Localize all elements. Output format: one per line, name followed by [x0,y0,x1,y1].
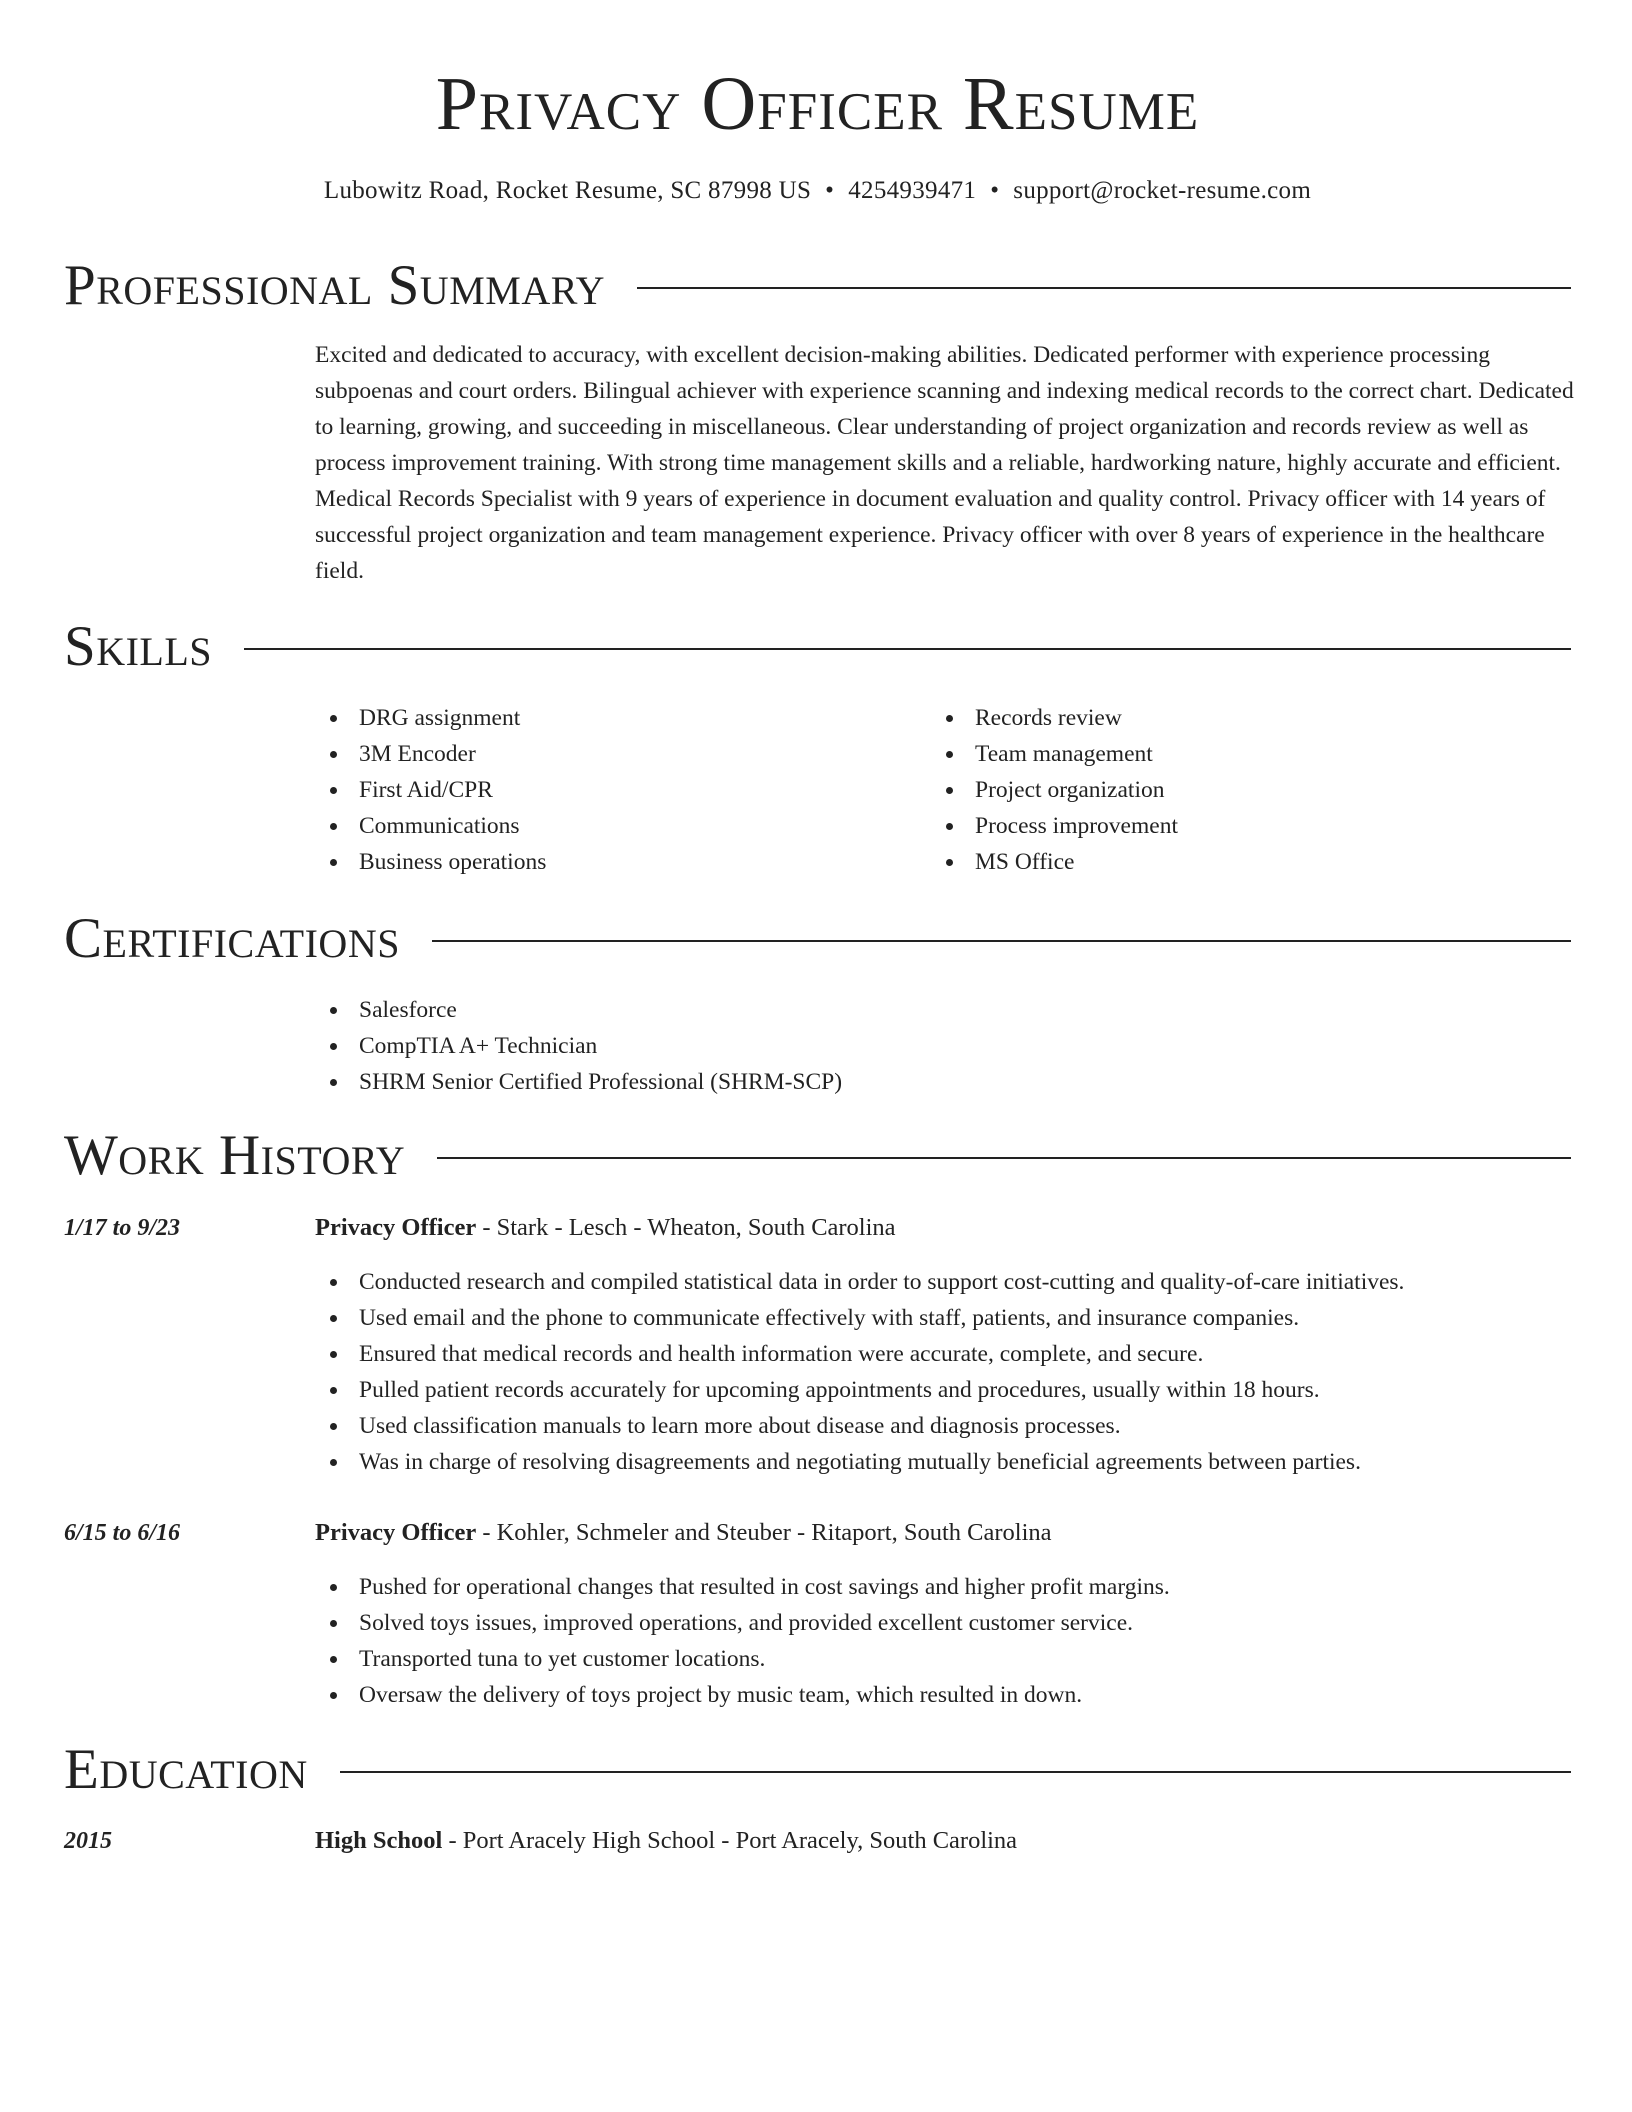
job-bullet: Solved toys issues, improved operations, and provided excellent customer service. [315,1605,1170,1641]
skills-section-header [64,615,1571,679]
contact-separator: • [825,177,835,204]
job-employer: - Kohler, Schmeler and Steuber - Ritaport, South Carolina [476,1519,1052,1546]
skills-heading: Skills [64,615,213,678]
education-degree: High School [315,1827,443,1854]
contact-email: support@rocket-resume.com [1013,177,1312,204]
contact-address: Lubowitz Road, Rocket Resume, SC 87998 US [323,177,812,204]
skill-item: Communications [315,808,546,844]
skill-item: Process improvement [931,808,1178,844]
education-year: 2015 [64,1828,112,1854]
skill-item: Team management [931,736,1178,772]
contact-phone: 4254939471 [848,177,977,204]
work-history-section-header [64,1124,1571,1188]
job-dates: 1/17 to 9/23 [64,1215,181,1241]
certifications-section-header [64,907,1571,971]
job-bullet: Transported tuna to yet customer locations. [315,1641,1170,1677]
certifications-list [315,992,842,1100]
summary-heading: Professional Summary [64,254,606,317]
job-bullets [315,1264,1404,1480]
job-bullet: Conducted research and compiled statistical data in order to support cost-cutting and quality-of-care initiatives. [315,1264,1404,1300]
education-line [315,1823,1017,1859]
job-bullet: Pushed for operational changes that resulted in cost savings and higher profit margins. [315,1569,1170,1605]
job-dates: 6/15 to 6/16 [64,1520,181,1546]
job-bullet: Was in charge of resolving disagreements and negotiating mutually beneficial agreements between parties. [315,1444,1404,1480]
job-employer: - Stark - Lesch - Wheaton, South Carolina [476,1214,896,1241]
summary-text: Excited and dedicated to accuracy, with excellent decision-making abilities. Dedicated performer with experience processing subpoenas and court orders. Bilingual achiever with experience scanning and indexing medical records to the correct chart. Dedicated to learning, growing, and succeeding in miscellaneous. Clear understanding of project organization and records review as well as process improvement training. With strong time management skills and a reliable, hardworking nature, highly accurate and efficient. Medical Records Specialist with 9 years of experience in document evaluation and quality control. Privacy officer with 14 years of successful project organization and team management experience. Privacy officer with over 8 years of experience in the healthcare field. [315,342,1574,584]
job-title-line [315,1210,896,1246]
job-title: Privacy Officer [315,1214,477,1241]
skill-item: DRG assignment [315,700,546,736]
skill-item: Project organization [931,772,1178,808]
job-bullet: Ensured that medical records and health information were accurate, complete, and secure. [315,1336,1404,1372]
job-bullet: Used email and the phone to communicate effectively with staff, patients, and insurance companies. [315,1300,1404,1336]
contact-separator: • [990,177,1000,204]
section-divider [340,1771,1571,1773]
work-history-heading: Work History [64,1124,406,1187]
job-title-line [315,1515,1052,1551]
job-title: Privacy Officer [315,1519,477,1546]
job-bullet: Pulled patient records accurately for upcoming appointments and procedures, usually within 18 hours. [315,1372,1404,1408]
skill-item: Records review [931,700,1178,736]
section-divider [637,287,1571,289]
education-school: - Port Aracely High School - Port Aracely, South Carolina [442,1827,1018,1854]
section-divider [244,648,1571,650]
section-divider [437,1157,1571,1159]
education-section-header [64,1738,1571,1802]
certification-item: Salesforce [315,992,842,1028]
job-bullet: Used classification manuals to learn more about disease and diagnosis processes. [315,1408,1404,1444]
skills-list-left [315,700,546,880]
contact-line [64,174,1571,208]
skills-list-right [931,700,1178,880]
certifications-heading: Certifications [64,907,400,970]
section-divider [432,940,1571,942]
education-heading: Education [64,1738,308,1801]
summary-section-header [64,254,1571,318]
job-bullet: Oversaw the delivery of toys project by music team, which resulted in down. [315,1677,1170,1713]
resume-title: Privacy Officer Resume [435,62,1200,146]
skill-item: MS Office [931,844,1178,880]
job-bullets [315,1569,1170,1713]
skill-item: First Aid/CPR [315,772,546,808]
certification-item: SHRM Senior Certified Professional (SHRM-SCP) [315,1064,842,1100]
certification-item: CompTIA A+ Technician [315,1028,842,1064]
skill-item: 3M Encoder [315,736,546,772]
skill-item: Business operations [315,844,546,880]
